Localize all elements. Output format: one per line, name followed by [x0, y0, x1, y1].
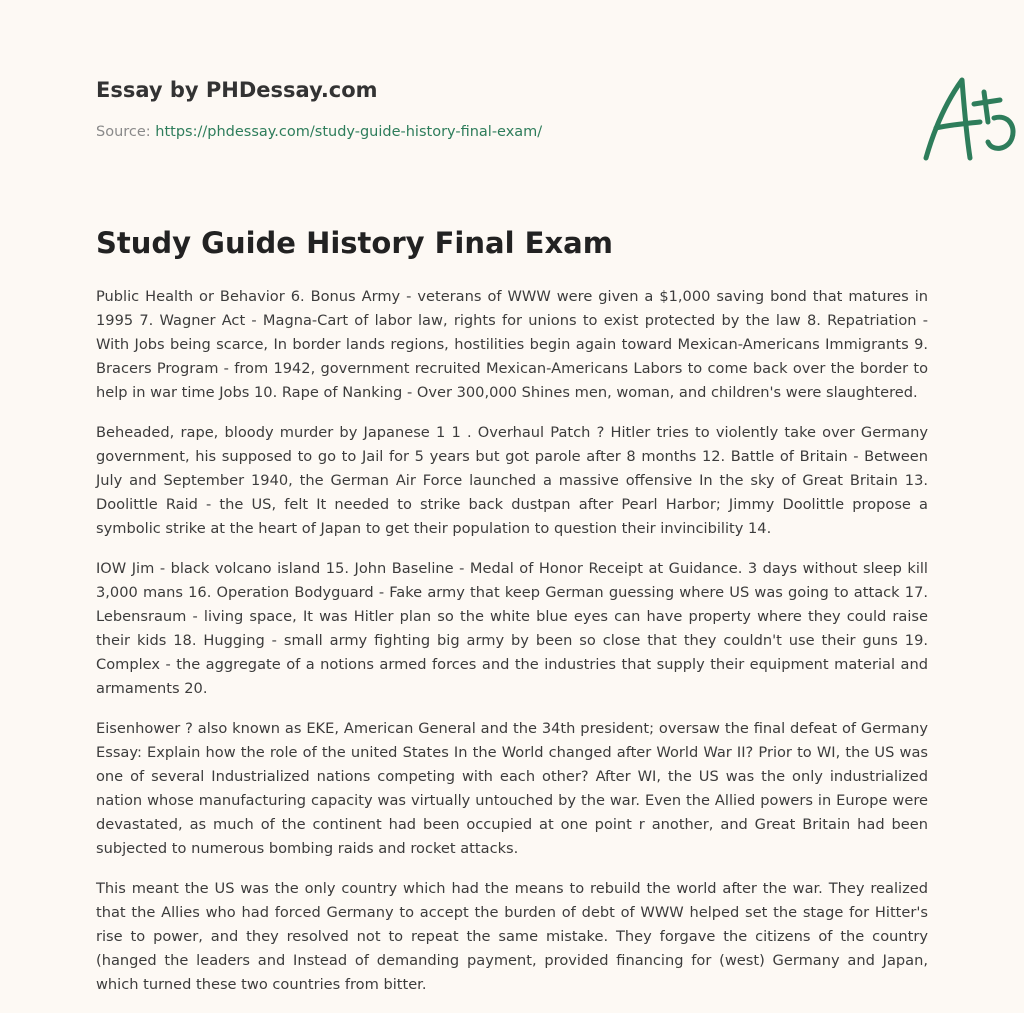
source-link[interactable]: https://phdessay.com/study-guide-history-final-exam/ — [155, 124, 543, 140]
essay-paragraph: Beheaded, rape, bloody murder by Japanese 1 1 . Overhaul Patch ? Hitler tries to violently take over Germany government, his supposed to go to Jail for 5 years but got parole after 8 months 12. Battle of Britain - Between July and September 1940, the German Air Force launched a massive offensive In the sky of Great Britain 13. Doolittle Raid - the US, felt It needed to strike back dustpan after Pearl Harbor; Jimmy Doolittle propose a symbolic strike at the heart of Japan to get their population to question their invincibility 14. — [96, 424, 928, 537]
essay-paragraph: Public Health or Behavior 6. Bonus Army - veterans of WWW were given a $1,000 saving bond that matures in 1995 7. Wagner Act - Magna-Cart of labor law, rights for unions to exist protected by the law 8. Repatriation - With Jobs being scarce, In border lands regions, hostilities begin again toward Mexican-Americans Immigrants 9. Bracers Program - from 1942, government recruited Mexican-Americans Labors to come back over the border to help in war time Jobs 10. Rape of Nanking - Over 300,000 Shines men, woman, and children's were slaughtered. — [96, 288, 928, 401]
essay-paragraph: This meant the US was the only country which had the means to rebuild the world after the war. They realized that the Allies who had forced Germany to accept the burden of debt of WWW helped set the stage for Hitter's rise to power, and they resolved not to repeat the same mistake. They forgave the citizens of the country (hanged the leaders and Instead of demanding payment, provided financing for (west) Germany and Japan, which turned these two countries from bitter. — [96, 880, 928, 993]
essay-paragraph: IOW Jim - black volcano island 15. John Baseline - Medal of Honor Receipt at Guidance. 3 days without sleep kill 3,000 mans 16. Operation Bodyguard - Fake army that keep German guessing where US was going to attack 17. Lebensraum - living space, It was Hitler plan so the white blue eyes can have property where they could raise their kids 18. Hugging - small army fighting big army by been so close that they couldn't use their guns 19. Complex - the aggregate of a notions armed forces and the industries that supply their equipment material and armaments 20. — [96, 560, 928, 697]
site-brand: Essay by PHDessay.com — [96, 78, 378, 102]
essay-paragraph: Eisenhower ? also known as EKE, American General and the 34th president; oversaw the final defeat of Germany Essay: Explain how the role of the united States In the World changed after World War II? Prior to WI, the US was one of several Industrialized nations competing with each other? After WI, the US was the only industrialized nation whose manufacturing capacity was virtually untouched by the war. Even the Allied powers in Europe were devastated, as much of the continent had been occupied at one point r another, and Great Britain had been subjected to numerous bombing raids and rocket attacks. — [96, 720, 928, 857]
source-line — [96, 124, 542, 140]
essay-title: Study Guide History Final Exam — [96, 226, 613, 260]
source-label: Source: — [96, 124, 156, 140]
a-plus-grade-icon — [918, 70, 1022, 166]
essay-body — [96, 285, 928, 1013]
